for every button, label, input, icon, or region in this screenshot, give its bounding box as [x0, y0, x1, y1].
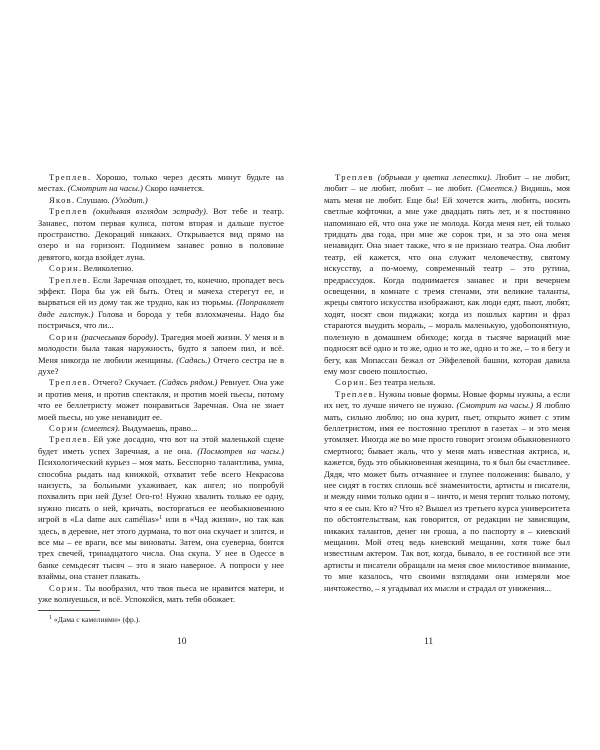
paragraph: [38, 583, 284, 606]
footnote-mark: 1: [49, 615, 52, 621]
paragraph: [38, 434, 284, 582]
paragraph: [324, 172, 570, 377]
speaker-name: Сорин: [335, 377, 366, 388]
speech-text: . Ты вообразил, что твоя пьеса не нравится матери, и уже волнуешься, и всё. Успокойся, мать тебя обожает.: [38, 582, 284, 605]
speaker-name: Треплев: [49, 206, 88, 217]
stage-direction: (Смеется.): [476, 183, 517, 194]
paragraph: [324, 389, 570, 594]
speech-text: Отчего сестра не в духе?: [38, 354, 285, 376]
speech-text: . Хорошо, только через десять минут будьте на местах.: [38, 172, 284, 194]
speech-text: . Ей уже досадно, что вот на этой маленькой сцене будет иметь успех Заречная, а не она.: [38, 434, 284, 456]
speaker-name: Треплев: [335, 388, 374, 399]
speaker-name: Треплев: [49, 434, 88, 445]
paragraph: [38, 172, 284, 195]
stage-direction: (расчесывая бороду): [81, 331, 157, 342]
speaker-name: Сорин: [49, 263, 80, 274]
stage-direction: (Уходит.): [111, 194, 148, 205]
stage-direction: (Смотрит на часы.): [456, 400, 534, 411]
speech-text: . Любит – не любит, любит – не любит, любит – не любит.: [324, 172, 571, 194]
stage-direction: (Садясь рядом.): [158, 377, 218, 388]
speech-text: Я люблю мать, сильно люблю; но она курит, пьет, открыто живет с этим беллетристом, имя ее постоянно треплют в газетах – и это меня утомляет. Иногда же во мне просто говорит эгоизм обыкновенного смертного; бывает жаль, что у меня мать известная актриса, и, кажется, будь это обыкновенная женщина, то я был бы счастливее. Дядя, что может быть отчаяннее и глупее положения: бывало, у нее сидят в гостях сплошь всё знаменитости, артисты и писатели, и между ними только один я – ничто, и меня терпят только потому, что я ее сын. Кто я? Что я? Вышел из третьего курса университета по обстоятельствам, как говорится, от редакции не зависящим, никаких талантов, денег ни гроша, а по паспорту я – киевский мещанин. Мой отец ведь киевский мещанин, хотя тоже был известным актером. Так вот, когда, бывало, в ее гостиной все эти артисты и писатели обращали на меня свое милостивое внимание, то мне казалось, что своими взглядами они измеряли мое ничтожество, – я угадывал их мысли и страдал от унижения...: [324, 400, 571, 593]
stage-direction: (Садясь.): [176, 354, 211, 365]
speaker-name: Яков: [49, 194, 73, 205]
paragraph: [324, 377, 570, 388]
footnote-text: «Дама с камелиями» (фр.).: [53, 615, 141, 624]
speech-text: или в «Чад жизни», но так как здесь, в деревне, нет этого дурмана, то вот она скучает и злится, и все мы – ее враги, все мы виноваты. Затем, она суеверна, боится трех свечей, тринадцатого числа. Она скупа. У нее в Одессе в банке семьдесят тысяч – это я знаю наверное. А попроси у нее взаймы, она станет плакать.: [38, 514, 284, 582]
speech-text: Голова и борода у тебя взлохмачены. Надо бы постричься, что ли...: [38, 308, 284, 331]
paragraph: [38, 195, 284, 206]
paragraph: [38, 377, 284, 423]
stage-direction: (окидывая взглядом эстраду): [93, 206, 206, 217]
speech-text: . Великолепно.: [79, 263, 134, 274]
stage-direction: (Поправляет дяде галстук.): [38, 297, 284, 319]
stage-direction: (смеется): [81, 422, 118, 433]
speech-text: Видишь, моя мать меня не любит. Еще бы! Ей хочется жить, любить, носить светлые кофточки, а мне уже двадцать пять лет, и я постоянно напоминаю ей, что она уже не молода. Когда меня нет, ей только тридцать два года, при мне же сорок три, и за это она меня ненавидит. Она знает также, что я не признаю театра. Она любит театр, ей кажется, что она служит человечеству, святому искусству, а по-моему, современный театр – это рутина, предрассудок. Когда поднимается занавес и при вечернем освещении, в комнате с тремя стенами, эти великие таланты, жрецы святого искусства изображают, как люди едят, пьют, любят, ходят, носят свои пиджаки; когда из пошлых картин и фраз стараются выудить мораль, – мораль маленькую, удобопонятную, полезную в домашнем обиходе; когда в тысяче вариаций мне подносят всё одно и то же, одно и то же, одно и то же, – то я бегу и бегу, как Мопассан бежал от Эйфелевой башни, которая давила ему мозг своею пошлостью.: [324, 183, 571, 376]
stage-direction: (обрывая у цветка лепестки): [377, 172, 490, 182]
paragraph: [38, 263, 284, 274]
speaker-name: Сорин: [49, 582, 80, 593]
page-number-left: 10: [177, 637, 187, 647]
speech-text: . Выдумаешь, право...: [117, 422, 198, 433]
speaker-name: Сорин: [49, 422, 80, 433]
left-page-text: [38, 172, 284, 605]
page-number-right: 11: [424, 637, 434, 647]
paragraph: [38, 275, 284, 332]
speaker-name: Треплев: [49, 274, 88, 285]
footnote-reference: 1: [159, 515, 163, 522]
speaker-name: Треплев: [335, 172, 374, 182]
speech-text: . Если Заречная опоздает, то, конечно, пропадет весь эффект. Пора бы уж ей быть. Отец и мачеха стерегут ее, и вырваться ей из дому так же трудно, как из тюрьмы.: [38, 274, 284, 308]
speech-text: . Без театра нельзя.: [365, 377, 436, 388]
speaker-name: Сорин: [49, 331, 80, 342]
footnote-rule: [38, 610, 100, 611]
speech-text: . Трагедия моей жизни. У меня и в молодости была такая наружность, будто я запоем пил, и всё. Меня никогда не любили женщины.: [38, 331, 284, 365]
speech-text: . Отчего? Скучает.: [87, 377, 159, 388]
speaker-name: Треплев: [49, 172, 88, 182]
speech-text: Скоро начнется.: [142, 183, 205, 194]
right-page-text: [324, 172, 570, 594]
paragraph: [38, 206, 284, 263]
footnote: [38, 615, 284, 625]
speech-text: . Вот тебе и театр. Занавес, потом первая кулиса, потом вторая и дальше пустое пространство. Декораций никаких. Открывается вид прямо на озеро и на горизонт. Поднимем занавес ровно в половине девятого, когда взойдет луна.: [38, 206, 284, 262]
speech-text: Ревнует. Она уже и против меня, и против спектакля, и против моей пьесы, потому что ее беллетристу может понравиться Заречная. Она не знает моей пьесы, но уже ненавидит ее.: [38, 377, 284, 422]
paragraph: [38, 423, 284, 434]
paragraph: [38, 332, 284, 378]
speech-text: . Слушаю.: [72, 194, 112, 205]
speech-text: Психологический курьез – моя мать. Бесспорно талантлива, умна, способна рыдать над книжкой, отхватит тебе всего Некрасова наизусть, за больными ухаживает, как ангел; но попробуй похвалить при ней Дузе! Ого-го! Нужно хвалить только ее одну, нужно писать о ней, кричать, восторгаться ее необыкновенною игрой в «La dame aux camélias»: [38, 457, 284, 525]
speech-text: . Нужны новые формы. Новые формы нужны, а если их нет, то лучше ничего не нужно.: [324, 388, 570, 411]
stage-direction: (Посмотрев на часы.): [197, 445, 284, 456]
speaker-name: Треплев: [49, 377, 88, 388]
stage-direction: (Смотрит на часы.): [67, 183, 143, 194]
